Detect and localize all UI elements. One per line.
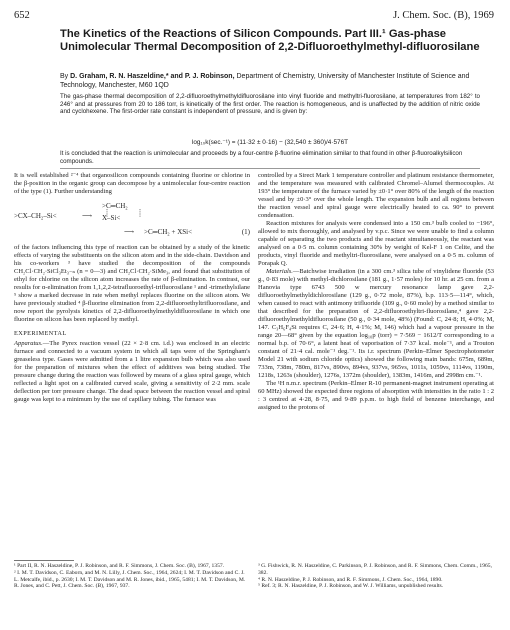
- scheme-transition-top: >C═CH₂: [102, 202, 128, 210]
- materials-paragraph: [258, 268, 494, 380]
- abstract-divider: [60, 168, 480, 169]
- apparatus-paragraph: [14, 340, 250, 404]
- article-title: The Kinetics of the Reactions of Silicon Compounds. Part III.¹ Gas-phase Unimolecular Thermal Decomposition of 2,2-Difluoroethylmethyl-difluorosilane: [60, 28, 480, 53]
- author-affiliation: Department of Chemistry, University of Manchester Institute of Science and Technology, Manchester, M60 1QD: [60, 73, 470, 89]
- materials-label: Materials.: [266, 268, 293, 275]
- body-paragraph: of the factors influencing this type of reaction can be obtained by a study of the kinetic effects of varying the substituents on the silicon atom and in the side-chain. Davidson and his co-workers ³ have studied the decomposition of the compounds CH₂Cl·CH₂·SiCl₃Et₃₋ₙ (n = 0—3) and CH₂Cl·CH₂·SiMe₃, and found that substitution of ethyl for chlorine on the silicon atom increases the rate of β-elimination. In contrast, our results for α-elimination from 1,1,2,2-tetrafluoroethyl-trifluorosilane ¹ and -trimethylsilane ⁵ show a marked decrease in rate when methyl replaces fluorine on the silicon atom. We have previously studied ⁴ β-fluorine elimination from 2,2-difluoroethyltrifluorosilane, and now report the pyrolysis kinetics of 2,2-difluoroethylmethyldifluorosilane in which one fluorine on silicon has been replaced by methyl.: [14, 244, 250, 323]
- apparatus-text: —The Pyrex reaction vessel (22 × 2·8 cm. i.d.) was enclosed in an electric furnace and connected to a vacuum system in which all taps were of the Springham's greaseless type. Gases were admitted from a 1 litre expansion bulb which was also used for the preparation of mixtures when the effect of additives was being studied. The pressure change during the reaction was followed by means of a glass spiral gauge, which reflected a light spot on a calibrated curved scale, giving a sensitivity of 2·2 mm. scale deflection per torr pressure change. The dead space between the reaction vessel and spiral gauge was kept to a minimum by the use of capillary tubing. The furnace was: [14, 340, 250, 403]
- equation-number: (1): [241, 228, 250, 236]
- rate-equation: log₁₀k(sec.⁻¹) = (11·32 ± 0·16) − (32,540 ± 360)/4·576T: [191, 139, 349, 146]
- journal-reference: J. Chem. Soc. (B), 1969: [393, 10, 494, 21]
- by-label: By: [60, 73, 69, 80]
- running-header: [14, 10, 494, 24]
- left-column: [14, 172, 250, 404]
- analysis-paragraph: Reaction mixtures for analysis were condensed into a 150 cm.³ bulb cooled to −196°, allowed to mix thoroughly, and analysed by v.p.c. Since we were unable to find a column capable of separating the two products and the reactant simultaneously, the reactant was analysed on a 0·5 m. column containing 30% by weight of Kel-F 1 on Celite, and the products, vinyl fluoride and methyltri-fluorosilane, were analysed on a 0·5 m. column of Porapak Q.: [258, 220, 494, 267]
- footnotes-right: [258, 563, 494, 590]
- abstract-paragraph-2: It is concluded that the reaction is unimolecular and proceeds by a four-centre β-fluorine elimination similar to that found in other β-fluoroalkylsilicon compounds.: [60, 150, 463, 165]
- footnotes-left: [14, 563, 250, 590]
- scheme-reactant: >CX–CH₂–Si<: [14, 212, 57, 220]
- right-column: [258, 172, 494, 412]
- controller-paragraph: controlled by a Sirect Mark 1 temperature controller and platinum resistance thermometer, and the temperature was measured with calibrated Chromel–Alumel thermocouples. At 193° the temperature of the furnace varied by ±0·1° over 80% of the length of the reaction vessel and by ±0·3° over the whole length. The expansion bulb and all regions between the reaction vessel and spiral gauge were electrically heated to ca. 90° to prevent condensation.: [258, 172, 494, 219]
- intro-paragraph: It is well established ²⁻⁴ that organosilicon compounds containing fluorine or chlorine in the β-position in the organic group can decompose by a unimolecular four-centre reaction of the type (1). Further understanding: [14, 172, 250, 195]
- footnote-1: ¹ Part II, R. N. Haszeldine, P. J. Robinson, and R. F. Simmons, J. Chem. Soc. (B), 1967, 1357.: [14, 563, 225, 569]
- footnote-5: ⁵ Ref. 3; R. N. Haszeldine, P. J. Robinson, and W. J. Williams, unpublished results.: [258, 583, 444, 590]
- scheme-arrow: ⟶: [82, 212, 93, 220]
- transition-bond-lines: [104, 208, 144, 218]
- abstract-paragraph-1: The gas-phase thermal decomposition of 2,2-difluoroethylmethyldifluorosilane into vinyl fluoride and methyltri-fluorosilane, at temperatures from 182° to 246° and at pressures from 20 to 186 torr, is kinetically of the first order. The reaction is homogeneous, and is unaffected by the addition of nitric oxide and cyclohexene. The first-order rate constant is independent of pressure, and is given by:: [60, 93, 480, 116]
- footnote-3: ³ G. Fishwick, R. N. Haszeldine, C. Parkinson, P. J. Robinson, and R. F. Simmons, Chem. Comm., 1965, 382.: [258, 563, 493, 576]
- nmr-paragraph: The ¹H n.m.r. spectrum (Perkin–Elmer R-10 permanent-magnet instrument operating at 60 MHz) showed the expected three regions of absorption with intensities in the ratio 1 : 2 : 3 centred at 4·28, 8·75, and 9·89 p.p.m. to high field of benzene interchange, and assigned to the protons of: [258, 380, 494, 411]
- scheme-transition-bottom: X–Si<: [102, 214, 121, 222]
- apparatus-label: Apparatus.: [14, 340, 43, 347]
- page-number: 652: [14, 10, 30, 21]
- section-heading-experimental: EXPERIMENTAL: [14, 330, 67, 337]
- scheme-product: >C═CH₂ + XSi<: [144, 228, 193, 236]
- materials-text: —Batchwise irradiation (in a 300 cm.³ silica tube of vinylidene fluoride (53 g., 0·83 mole) with methyl-dichlorosilane (181 g., 1·57 moles) for 10 hr. at 25 cm. from a Hanovia type 6743 500 w mercury resonance lamp gave 2,2-difluoroethylmethyldichlorosilane (129 g., 0·72 mole, 87%), b.p. 113·5—114°, which, when caused to react with antimony trifluoride (109 g., 0·60 mole) by a method similar to that described for the preparation of 2,2-difluoroethyltri-fluorosilane,⁴ gave 2,2-difluoroethylmethyldifluorosilane (50 g., 0·34 mole, 48%) (Found: C, 24·8; H, 4·0%; M, 147. C₃H₆F₄Si requires C, 24·6; H, 4·1%; M, 146) which had a vapour pressure in the range 20—68° given by the equation log₁₀p (torr) = 7·569 − 1612/T corresponding to a normal b.p. of 70·6°, a latent heat of vaporisation of 7·37 kcal. mole⁻¹, and a Trouton constant of 21·4 cal. mole⁻¹ deg.⁻¹. Its i.r. spectrum (Perkin–Elmer Spectrophotometer Model 21 with sodium chloride optics) showed the following main bands: 675m, 689m, 733m, 738m, 780m, 817vs, 890vs, 894vs, 937vs, 965vs, 1011s, 1059vs, 1114vs, 1190m, 1218s, 1263s (shoulder), 1276s, 1372m (shoulder), 1383m, 1416m, and 2998m cm.⁻¹.: [258, 268, 494, 379]
- scheme-arrow-2: ⟶: [124, 228, 135, 236]
- footnote-4: ⁴ R. N. Haszeldine, P. J. Robinson, and R. F. Simmons, J. Chem. Soc., 1964, 1890.: [258, 576, 443, 583]
- footnote-divider: [14, 560, 74, 561]
- footnote-2: ² I. M. T. Davidson, C. Eaborn, and M. N. Lilly, J. Chem. Soc., 1964, 2624; I. M. T. Davidson and C. J. L. Metcalfe, ibid., p. 2630; I. M. T. Davidson and M. R. Jones, ibid., 1965, 5481; I. M. T. Davidson, M. R. Jones, and C. Pett, J. Chem. Soc. (B), 1967, 937.: [14, 569, 246, 590]
- author-block: [60, 73, 480, 90]
- author-names: D. Graham, R. N. Haszeldine,* and P. J. Robinson,: [70, 73, 235, 80]
- reaction-scheme: [14, 198, 250, 242]
